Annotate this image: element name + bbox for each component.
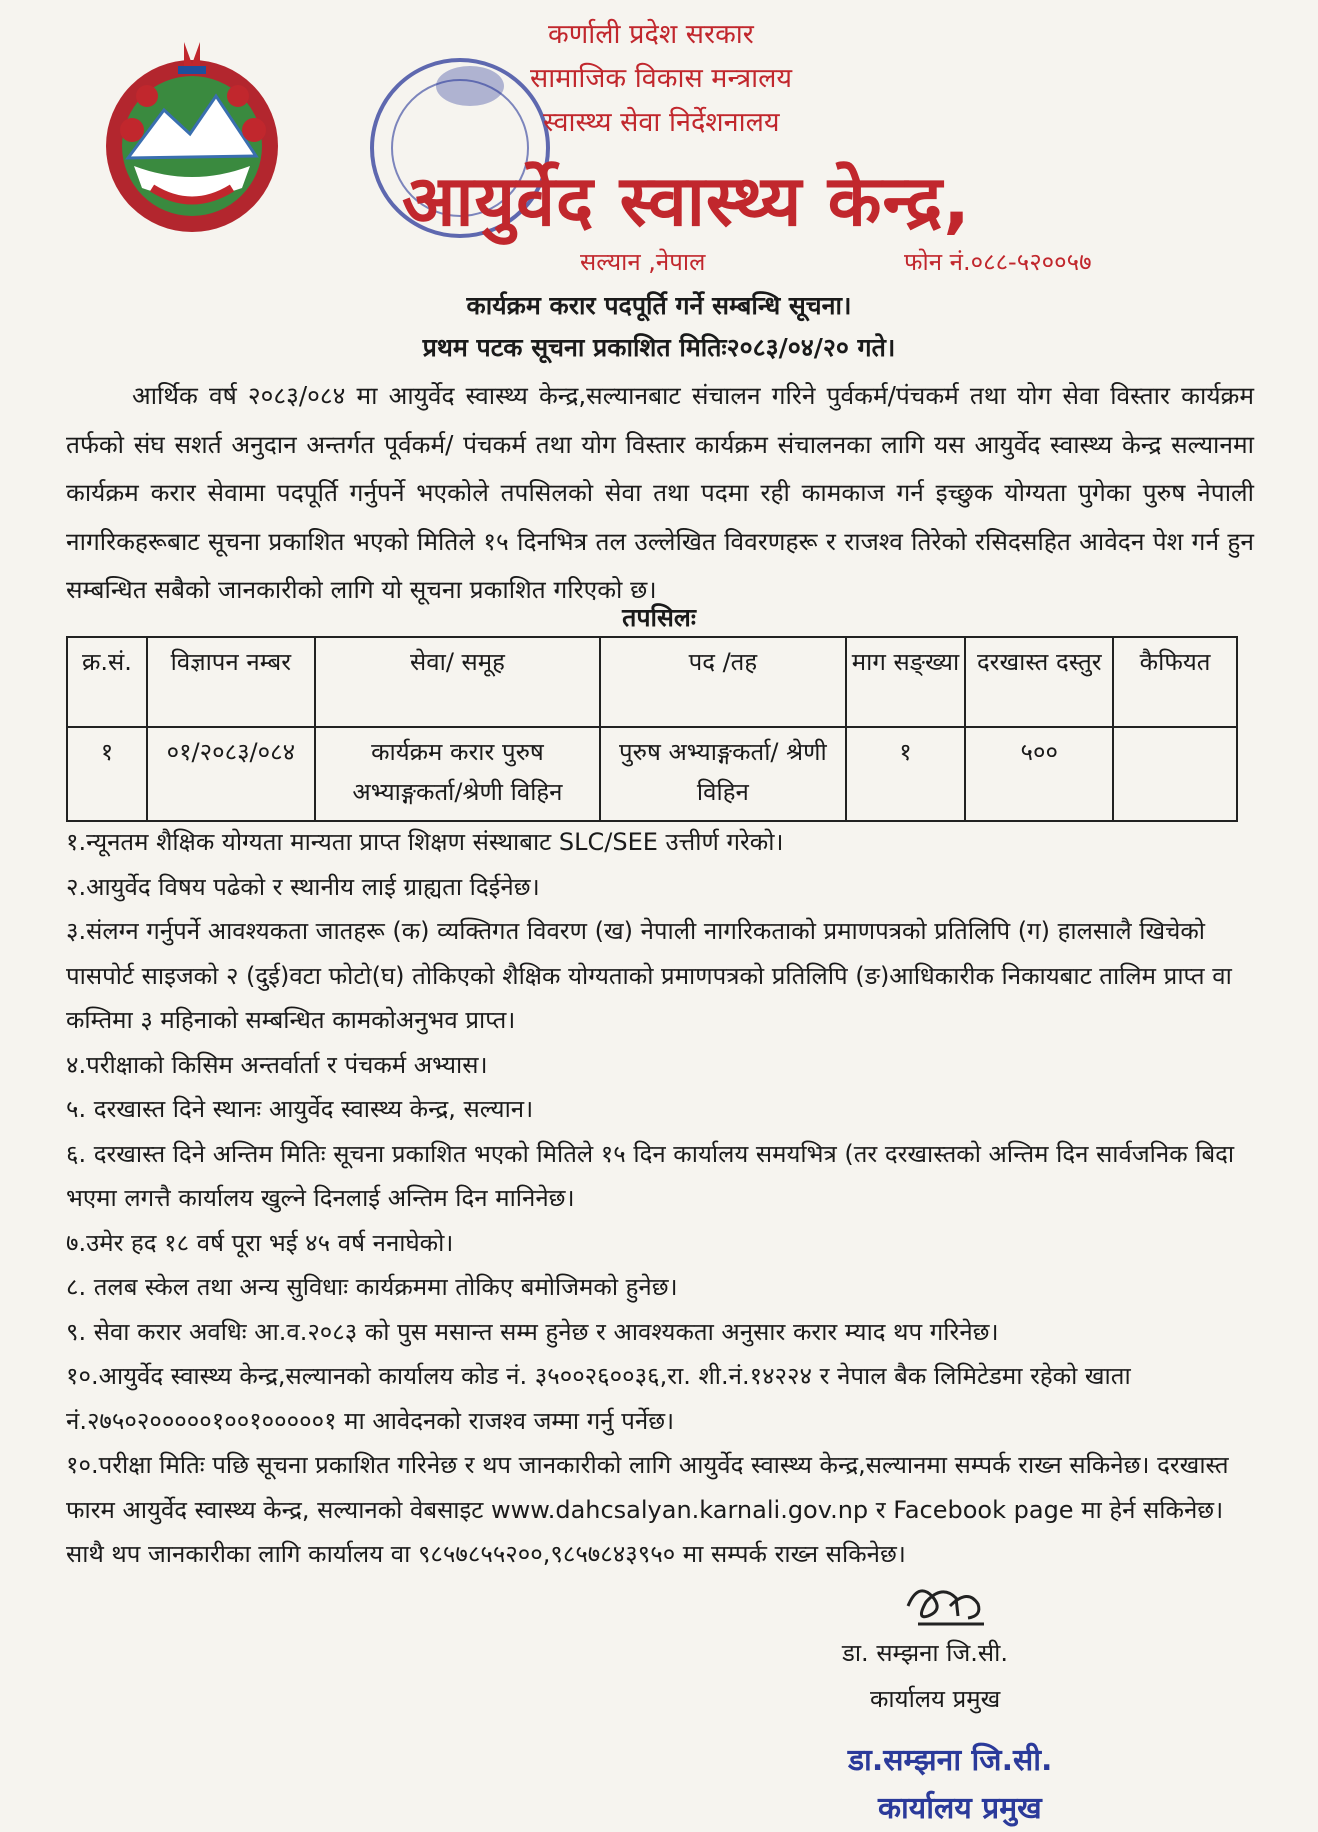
table-cell: ०१/२०८३/०८४ [147, 727, 315, 821]
list-item: ६. दरखास्त दिने अन्तिम मितिः सूचना प्रकाशित भएको मितिले १५ दिन कार्यालय समयभित्र (तर दरखास्तको अन्तिम दिन सार्वजनिक बिदा भएमा लगत्तै कार्यालय खुल्ने दिनलाई अन्तिम दिन मानिनेछ। [66, 1139, 1235, 1212]
notice-title: कार्यक्रम करार पदपूर्ति गर्ने सम्बन्धि सूचना। [466, 291, 852, 320]
name-stamp: डा.सम्झना जि.सी. [848, 1743, 1053, 1778]
table-cell: कार्यक्रम करार पुरुष अभ्याङ्गकर्ता/श्रेणी विहिन [315, 727, 600, 821]
list-item: १०.परीक्षा मितिः पछि सूचना प्रकाशित गरिनेछ र थप जानकारीको लागि आयुर्वेद स्वास्थ्य केन्द्र,सल्यानमा सम्पर्क राख्न सकिनेछ। दरखास्त फारम आयुर्वेद स्वास्थ्य केन्द्र, सल्यानको वेबसाइट www.dahcsalyan.karnali.gov.np र Facebook page मा हेर्न सकिनेछ। साथै थप जानकारीका लागि कार्यालय वा ९८५७८५५२००,९८५७८४३९५० मा सम्पर्क राख्न सकिनेछ। [66, 1451, 1229, 1568]
list-item: १०.आयुर्वेद स्वास्थ्य केन्द्र,सल्यानको कार्यालय कोड नं. ३५००२६००३६,रा. शी.नं.१४२२४ र नेपाल बैक लिमिटेडमा रहेको खाता नं.२७५०२०००००१००१०००००१ मा आवेदनको राजश्व जम्मा गर्नु पर्नेछ। [66, 1362, 1131, 1435]
table-cell [1113, 727, 1237, 821]
list-item: १.न्यूनतम शैक्षिक योग्यता मान्यता प्राप्त शिक्षण संस्थाबाट SLC/SEE उत्तीर्ण गरेको। [66, 828, 784, 856]
list-item: ७.उमेर हद १८ वर्ष पूरा भई ४५ वर्ष ननाघेको। [66, 1228, 454, 1257]
details-heading: तपसिलः [622, 603, 696, 632]
notice-published-date: प्रथम पटक सूचना प्रकाशित मितिः२०८३/०४/२० गते। [422, 333, 896, 362]
ministry-name: सामाजिक विकास मन्त्रालय [530, 63, 793, 94]
list-item: ३.संलग्न गर्नुपर्ने आवश्यकता जातहरू (क) व्यक्तिगत विवरण (ख) नेपाली नागरिकताको प्रमाणपत्रको प्रतिलिपि (ग) हालसालै खिचेको पासपोर्ट साइजको २ (दुई)वटा फोटो(घ) तोकिएको शैक्षिक योग्यताको प्रमाणपत्रको प्रतिलिपि (ङ)आधिकारीक निकायबाट तालिम प्राप्त वा कम्तिमा ३ महिनाको सम्बन्धित कामकोअनुभव प्राप्त। [66, 917, 1232, 1034]
list-item: ४.परीक्षाको किसिम अन्तर्वार्ता र पंचकर्म अभ्यास। [66, 1050, 488, 1079]
table-cell: १ [846, 727, 966, 821]
directorate-name: स्वास्थ्य सेवा निर्देशनालय [543, 107, 780, 138]
office-location: सल्यान ,नेपाल [580, 248, 706, 276]
list-item: ८. तलब स्केल तथा अन्य सुविधाः कार्यक्रममा तोकिए बमोजिमको हुनेछ। [66, 1273, 678, 1301]
list-item: ९. सेवा करार अवधिः आ.व.२०८३ को पुस मसान्त सम्म हुनेछ र आवश्यकता अनुसार करार म्याद थप गरिनेछ। [66, 1317, 999, 1346]
table-cell: ५०० [965, 727, 1113, 821]
conditions-list [66, 820, 1256, 1577]
list-item: ५. दरखास्त दिने स्थानः आयुर्वेद स्वास्थ्य केन्द्र, सल्यान। [66, 1095, 534, 1123]
signature-icon [898, 1576, 998, 1630]
table-cell: १ [67, 727, 147, 821]
notice-body: आर्थिक वर्ष २०८३/०८४ मा आयुर्वेद स्वास्थ्य केन्द्र,सल्यानबाट संचालन गरिने पुर्वकर्म/पंचकर्म तथा योग सेवा विस्तार कार्यक्रम तर्फको संघ सशर्त अनुदान अन्तर्गत पूर्वकर्म/ पंचकर्म तथा योग विस्तार कार्यक्रम संचालनका लागि यस आयुर्वेद स्वास्थ्य केन्द्र सल्यानमा कार्यक्रम करार सेवामा पदपूर्ति गर्नुपर्ने भएकोले तपसिलको सेवा तथा पदमा रही कामकाज गर्न इच्छुक योग्यता पुगेका पुरुष नेपाली नागरिकहरूबाट सूचना प्रकाशित भएको मितिले १५ दिनभित्र तल उल्लेखित विवरणहरू र राजश्व तिरेको रसिदसहित आवेदन पेश गर्न हुन सम्बन्धित सबैको जानकारीको लागि यो सूचना प्रकाशित गरिएको छ। [66, 381, 1254, 604]
table-row [67, 727, 1237, 821]
office-name: आयुर्वेद स्वास्थ्य केन्द्र, [402, 160, 971, 242]
table-header-row [67, 637, 1237, 727]
table-header-cell: पद /तह [600, 637, 845, 727]
vacancy-table [66, 636, 1238, 822]
table-header-cell: क्र.सं. [67, 637, 147, 727]
signatory-name: डा. सम्झना जि.सी. [842, 1639, 1008, 1667]
table-header-cell: सेवा/ समूह [315, 637, 600, 727]
signatory-designation: कार्यालय प्रमुख [870, 1685, 1001, 1713]
list-item: २.आयुर्वेद विषय पढेको र स्थानीय लाई ग्राह्यता दिईनेछ। [66, 872, 540, 901]
designation-stamp: कार्यालय प्रमुख [878, 1791, 1042, 1826]
office-phone: फोन नं.०८८-५२००५७ [904, 248, 1092, 276]
province-name: कर्णाली प्रदेश सरकार [548, 19, 754, 50]
table-header-cell: दरखास्त दस्तुर [965, 637, 1113, 727]
table-cell: पुरुष अभ्याङ्गकर्ता/ श्रेणी विहिन [600, 727, 845, 821]
table-header-cell: विज्ञापन नम्बर [147, 637, 315, 727]
table-header-cell: कैफियत [1113, 637, 1237, 727]
nepal-emblem-icon [92, 38, 292, 238]
table-header-cell: माग सङ्ख्या [846, 637, 966, 727]
